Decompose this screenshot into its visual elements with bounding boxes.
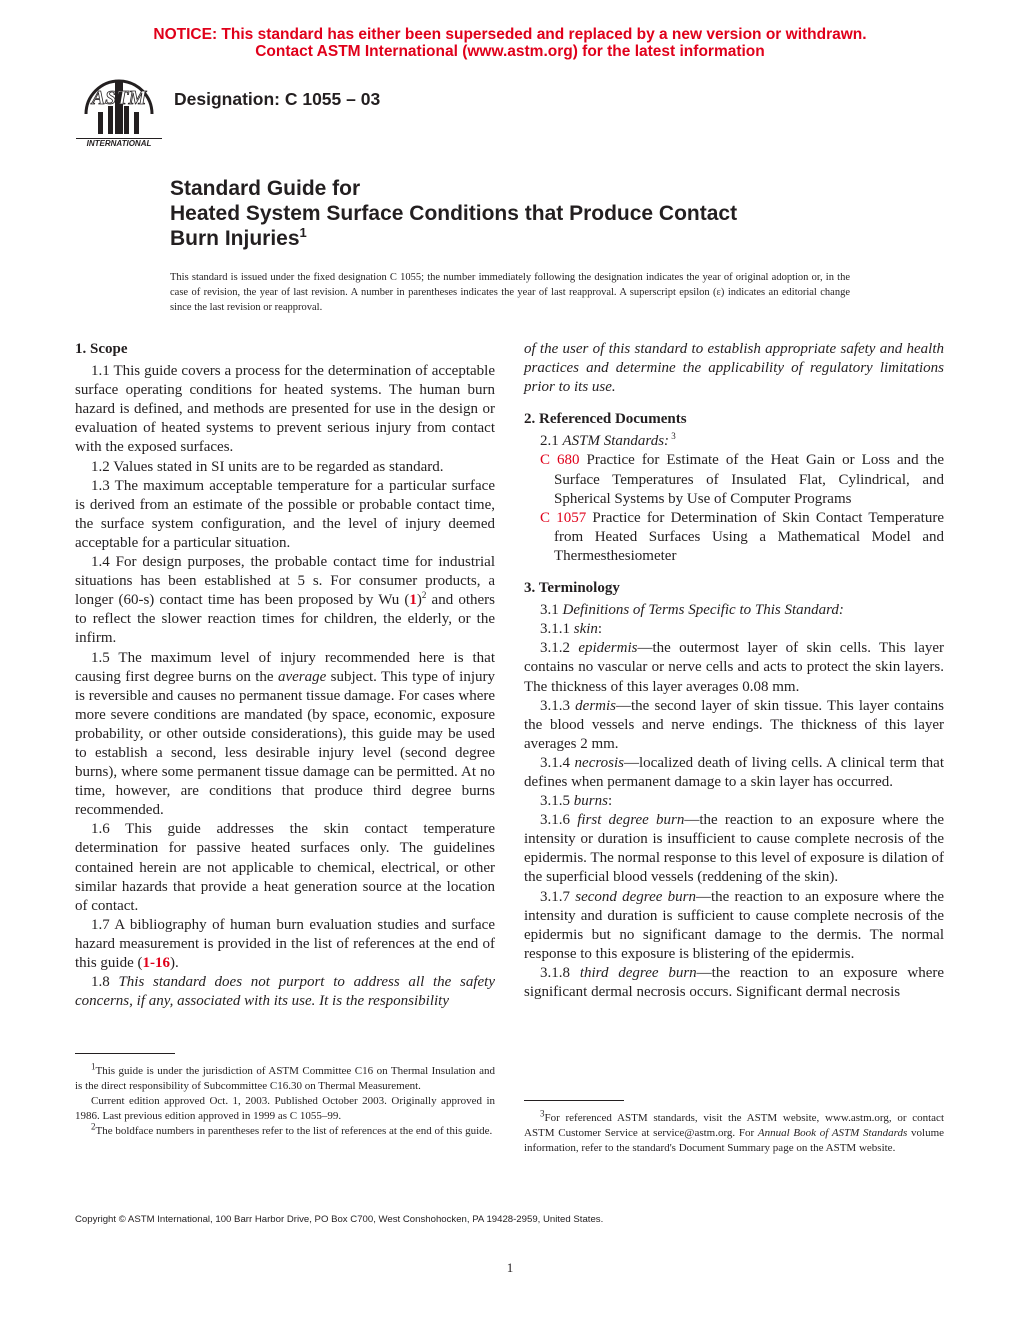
para-1-5-emphasis: average: [277, 668, 327, 685]
document-title: [170, 176, 737, 251]
scope-heading: 1. Scope: [75, 341, 128, 357]
para-1-4-text: 1.4 For design purposes, the probable contact time for industrial situations has been established at 5 s. For consumer products, a longer (60-s) contact time has been proposed by Wu (: [75, 554, 495, 609]
para-1-8-continued-text: of the user of this standard to establish appropriate safety and health practices and determine the applicability of regulatory limitations prior to its use.: [524, 341, 944, 396]
definition-dermis: —the second layer of skin tissue. This layer contains the blood vessels and nerve endings. The thickness of this layer averages 2 mm.: [524, 697, 944, 752]
para-1-1: 1.1 This guide covers a process for the determination of acceptable surface operating conditions for heated systems. The human burn hazard is defined, and methods are presented for use in the design or evaluation of heated systems to prevent serious injury from contact with the exposed surfaces.: [75, 363, 495, 456]
footnote-mark-2: 2: [421, 590, 427, 601]
para-3-1-5-tail: :: [607, 793, 613, 810]
reference-c1057: [524, 509, 944, 566]
footnote-1: [75, 1061, 495, 1094]
para-3-1-1: [524, 620, 944, 639]
logo-subtitle: INTERNATIONAL: [76, 138, 162, 148]
footnote-mark-3: 3: [669, 431, 676, 442]
para-1-3: 1.3 The maximum acceptable temperature for a particular surface is derived from an estimate of the possible or probable contact time, the surface system configuration, and the level of injury deemed acceptable for a particular situation.: [75, 477, 495, 551]
page-number: 1: [506, 1260, 514, 1275]
term-burns: burns: [573, 793, 608, 810]
para-1-6: 1.6 This guide addresses the skin contact temperature determination for passive heated surfaces only. The guidelines contained herein are not applicable to chemical, electrical, or other similar hazards that provide a heat generation source at the location of contact.: [75, 821, 495, 914]
para-3-1-8-number: 3.1.8: [540, 964, 580, 981]
terminology-heading: 3. Terminology: [524, 580, 620, 597]
title-line-1: Standard Guide for: [170, 177, 361, 200]
logo-letters: ASTM: [91, 87, 147, 109]
definition-epidermis: —the outermost layer of skin cells. This layer contains no vascular or nerve cells and acts to protect the skin layers. The thickness of this layer averages 0.08 mm.: [524, 640, 944, 695]
reference-link-c680[interactable]: C 680: [540, 452, 580, 469]
title-line-3: [170, 226, 737, 251]
para-1-8: [75, 973, 495, 1011]
para-2-1-number: 2.1: [540, 433, 563, 450]
para-1-8-continued: [524, 340, 944, 397]
term-third-degree-burn: third degree burn: [579, 964, 697, 981]
para-3-1-7-number: 3.1.7: [540, 888, 576, 905]
reference-link-1-16[interactable]: 1-16: [142, 955, 170, 971]
referenced-documents-heading: 2. Referenced Documents: [524, 411, 687, 428]
para-1-7-text-tail: ).: [170, 955, 179, 971]
reference-link-1[interactable]: 1: [409, 592, 417, 609]
notice-line-2: Contact ASTM International (www.astm.org) for the latest information: [255, 43, 765, 60]
reference-c680-title: Practice for Estimate of the Heat Gain or Loss and the Surface Temperatures of Insulated Flat, Cylindrical, and Spherical Systems by Use of Computer Programs: [554, 452, 944, 507]
footnote-divider-right: [524, 1100, 624, 1101]
para-2-1-emphasis: ASTM Standards:: [562, 433, 670, 450]
reference-c680: [524, 451, 944, 508]
para-3-1-emphasis: Definitions of Terms Specific to This Standard:: [562, 602, 844, 619]
para-1-7: [75, 916, 495, 973]
footnote-divider-left: [75, 1053, 175, 1054]
definition-second-degree-burn: —the reaction to an exposure where the intensity and duration is sufficient to cause complete necrosis of the epidermis but no significant damage to the dermis. The normal response to this exposure is blistering of the epidermis.: [524, 888, 945, 962]
para-3-1-3: [524, 697, 944, 754]
title-line-3-text: Burn Injuries: [170, 227, 300, 250]
para-3-1-2-number: 3.1.2: [540, 640, 579, 657]
para-1-4: 1.4 For design purposes, the probable contact time for industrial situations has been established at 5 s. For consumer products, a longer (60-s) contact time has been proposed by Wu $(1)^2$ and others to reflect the slower reaction times for children, the elderly, or the infirm.: [75, 554, 495, 647]
para-3-1-2: [524, 639, 944, 696]
reference-link-c1057[interactable]: C 1057: [540, 509, 587, 526]
para-3-1-6-number: 3.1.6: [540, 812, 578, 829]
footnote-1-text: This guide is under the jurisdiction of ASTM Committee C16 on Thermal Insulation and is the direct responsibility of Subcommittee C16.30 on Thermal Measurement.: [75, 1065, 495, 1093]
para-3-1: [524, 601, 944, 620]
para-3-1-7: [524, 888, 944, 964]
footnote-3-paragraph: [524, 1108, 945, 1156]
footnote-3-text: For referenced ASTM standards, visit the ASTM website, www.astm.org, or contact ASTM Customer Service at service@astm.org. For: [524, 1112, 944, 1140]
footnote-3-emphasis: Annual Book of ASTM Standards: [757, 1127, 908, 1140]
para-1-5-text: 1.5 The maximum level of injury recommended here is that causing first degree burns on the: [75, 649, 495, 685]
designation: Designation: C 1055 – 03: [174, 89, 381, 109]
definition-third-degree-burn: —the reaction to an exposure where significant dermal necrosis occurs. Significant dermal necrosis: [524, 964, 944, 1000]
footnote-3: [524, 1108, 945, 1156]
para-3-1-6: [524, 811, 944, 887]
footnotes-left: [75, 1061, 495, 1139]
para-1-5: [75, 649, 495, 821]
definition-first-degree-burn: —the reaction to an exposure where the intensity or duration is insufficient to cause complete necrosis of the epidermis. The normal response to this level of exposure is dilation of the superficial blood vessels (reddening of the skin).: [524, 812, 944, 886]
para-3-1-4: [524, 754, 944, 792]
para-3-1-number: 3.1: [540, 602, 563, 619]
term-first-degree-burn: first degree burn: [577, 812, 685, 829]
notice-banner: [0, 26, 1020, 60]
para-3-1-1-tail: :: [597, 621, 603, 638]
footnote-2-mark: 2: [91, 1121, 96, 1132]
para-3-1-5-number: 3.1.5: [540, 793, 574, 810]
para-3-1-3-number: 3.1.3: [540, 697, 576, 714]
title-footnote-mark: 1: [299, 225, 307, 240]
para-1-8-number: 1.8: [91, 974, 119, 991]
right-column: [524, 340, 944, 1002]
footnote-2: [75, 1121, 495, 1139]
para-1-2: 1.2 Values stated in SI units are to be regarded as standard.: [91, 458, 444, 475]
para-1-8-emphasis: This standard does not purport to address all the safety concerns, if any, associated with its use. It is the responsibility: [75, 974, 495, 1010]
para-2-1: [524, 432, 944, 451]
para-1-5-text-tail: subject. This type of injury is reversible and causes no permanent tissue damage. For cases where more severe conditions are mandated (by space, economic, exposure probability, or other outside considerations), this guide may be used to establish a second, less desirable injury level (second degree burns), where some permanent tissue damage can be permitted. At no time, however, are conditions that produce third degree burns recommended.: [75, 668, 495, 819]
reference-c1057-title: Practice for Determination of Skin Contact Temperature from Heated Surfaces Using a Mathematical Model and Thermesthesiometer: [554, 509, 944, 564]
footnote-1-edition: Current edition approved Oct. 1, 2003. Published October 2003. Originally approved in 1986. Last previous edition approved in 1999 as C 1055–99.: [75, 1095, 495, 1123]
definition-necrosis: —localized death of living cells. A clinical term that defines when permanent damage to a skin layer has occurred.: [524, 754, 944, 790]
para-1-4-text-tail: and others to reflect the slower reaction times for children, the elderly, or the infirm.: [75, 592, 495, 647]
astm-logo: [76, 72, 162, 152]
para-3-1-4-number: 3.1.4: [540, 754, 575, 771]
term-necrosis: necrosis: [574, 754, 624, 771]
footnote-2-text: The boldface numbers in parentheses refer to the list of references at the end of this guide.: [95, 1125, 493, 1138]
term-epidermis: epidermis: [578, 640, 638, 657]
para-3-1-1-number: 3.1.1: [540, 621, 574, 638]
footnote-3-text-tail: volume information, refer to the standard's Document Summary page on the ASTM website.: [524, 1127, 945, 1155]
para-3-1-5: [524, 792, 944, 811]
term-skin: skin: [573, 621, 598, 638]
footnote-1-mark: 1: [91, 1061, 96, 1072]
copyright: Copyright © ASTM International, 100 Barr Harbor Drive, PO Box C700, West Conshohocken, PA 19428-2959, United States.: [75, 1214, 604, 1225]
notice-line-1: NOTICE: This standard has either been superseded and replaced by a new version or withdrawn.: [153, 26, 867, 43]
term-dermis: dermis: [575, 697, 616, 714]
title-line-2: Heated System Surface Conditions that Produce Contact: [170, 202, 738, 225]
para-3-1-8: [524, 964, 944, 1002]
footnote-3-mark: 3: [540, 1108, 545, 1119]
left-column: [75, 340, 495, 1011]
para-1-7-text: 1.7 A bibliography of human burn evaluation studies and surface hazard measurement is provided in the list of references at the end of this guide (: [75, 916, 495, 971]
term-second-degree-burn: second degree burn: [575, 888, 696, 905]
issued-statement: This standard is issued under the fixed designation C 1055; the number immediately following the designation indicates the year of original adoption or, in the case of revision, the year of last revision. A number in parentheses indicates the year of last reapproval. A superscript epsilon (ε) indicates an editorial change since the last revision or reapproval.: [170, 272, 850, 313]
